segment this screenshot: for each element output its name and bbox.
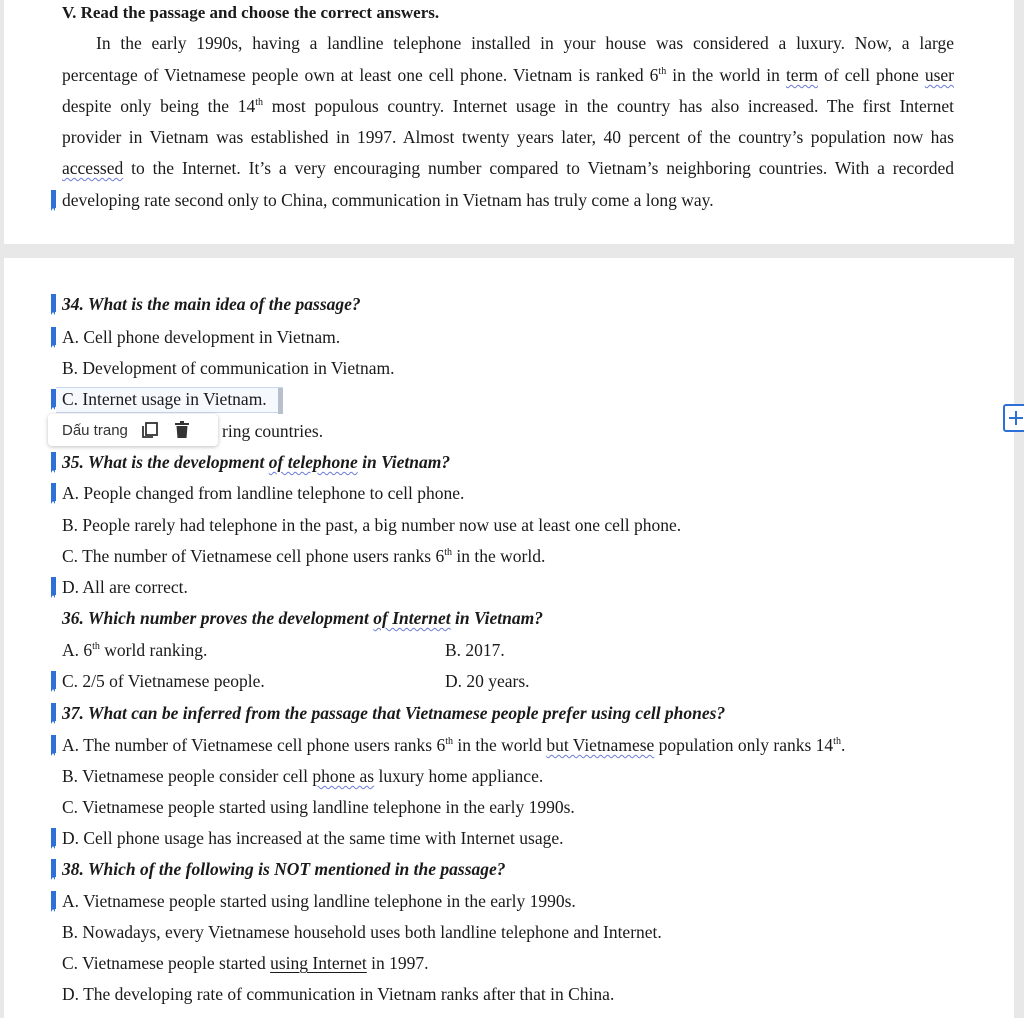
bookmark-icon[interactable] [51,735,56,753]
passage-line-2: percentage of Vietnamese people own at least one cell phone. Vietnam is ranked 6th in the world in term of cell phone user [62,65,955,85]
plus-icon [1005,406,1024,430]
question-34: 34. What is the main idea of the passage? [62,294,361,314]
q36-option-d: D. 20 years. [445,671,530,691]
add-comment-button[interactable] [1003,404,1024,432]
bookmark-popup-label[interactable]: Dấu trang [62,421,128,439]
q35-option-c: C. The number of Vietnamese cell phone users ranks 6th in the world. [62,546,546,566]
q38-option-b: B. Nowadays, every Vietnamese household uses both landline telephone and Internet. [62,922,662,942]
bookmark-popup [48,414,218,446]
passage-line-6: developing rate second only to China, communication in Vietnam has truly come a long way. [62,190,714,210]
copy-icon[interactable] [140,420,160,440]
selection-handle[interactable] [278,388,283,414]
passage-line-4: provider in Vietnam was established in 1997. Almost twenty years later, 40 percent of the country’s population now has [62,127,954,147]
q36-option-a: A. 6th world ranking. [62,640,208,660]
bookmark-icon[interactable] [51,671,56,689]
question-37: 37. What can be inferred from the passage that Vietnamese people prefer using cell phones? [62,703,726,723]
q35-option-a: A. People changed from landline telephone to cell phone. [62,483,465,503]
q38-option-c: C. Vietnamese people started using Internet in 1997. [62,953,429,973]
q36-option-c: C. 2/5 of Vietnamese people. [62,671,265,691]
bookmark-icon[interactable] [51,828,56,846]
bookmark-icon[interactable] [51,389,56,407]
question-38: 38. Which of the following is NOT mentioned in the passage? [62,859,506,879]
trash-icon[interactable] [172,420,192,440]
question-35: 35. What is the development of telephone in Vietnam? [62,452,451,472]
bookmark-icon[interactable] [51,483,56,501]
q37-option-d: D. Cell phone usage has increased at the same time with Internet usage. [62,828,564,848]
bookmark-icon[interactable] [51,327,56,345]
bookmark-icon[interactable] [51,891,56,909]
bookmark-icon[interactable] [51,294,56,312]
q37-option-a: A. The number of Vietnamese cell phone users ranks 6th in the world but Vietnamese population only ranks 14th. [62,735,846,755]
q35-option-b: B. People rarely had telephone in the past, a big number now use at least one cell phone. [62,515,682,535]
q38-option-d: D. The developing rate of communication in Vietnam ranks after that in China. [62,984,615,1004]
q37-option-c: C. Vietnamese people started using landline telephone in the early 1990s. [62,797,575,817]
passage-line-1: In the early 1990s, having a landline telephone installed in your house was considered a luxury. Now, a large [96,33,954,53]
bookmark-icon[interactable] [51,859,56,877]
bookmark-icon[interactable] [51,452,56,470]
section-heading: V. Read the passage and choose the correct answers. [62,3,440,22]
q35-option-d: D. All are correct. [62,577,188,597]
bookmark-icon[interactable] [51,703,56,721]
q36-option-b: B. 2017. [445,640,505,660]
q34-option-a: A. Cell phone development in Vietnam. [62,327,341,347]
q34-option-d-partial: ring countries. [222,421,324,441]
q37-option-b: B. Vietnamese people consider cell phone as luxury home appliance. [62,766,544,786]
q38-option-a: A. Vietnamese people started using landline telephone in the early 1990s. [62,891,576,911]
q34-option-b: B. Development of communication in Vietnam. [62,358,395,378]
bookmark-icon[interactable] [51,577,56,595]
passage-line-5: accessed to the Internet. It’s a very encouraging number compared to Vietnam’s neighboring countries. With a recorded [62,158,954,178]
passage-line-3: despite only being the 14th most populous country. Internet usage in the country has also increased. The first Internet [62,96,954,116]
bookmark-icon[interactable] [51,190,56,208]
q34-option-c: C. Internet usage in Vietnam. [62,389,267,409]
question-36: 36. Which number proves the development of Internet in Vietnam? [62,608,543,628]
